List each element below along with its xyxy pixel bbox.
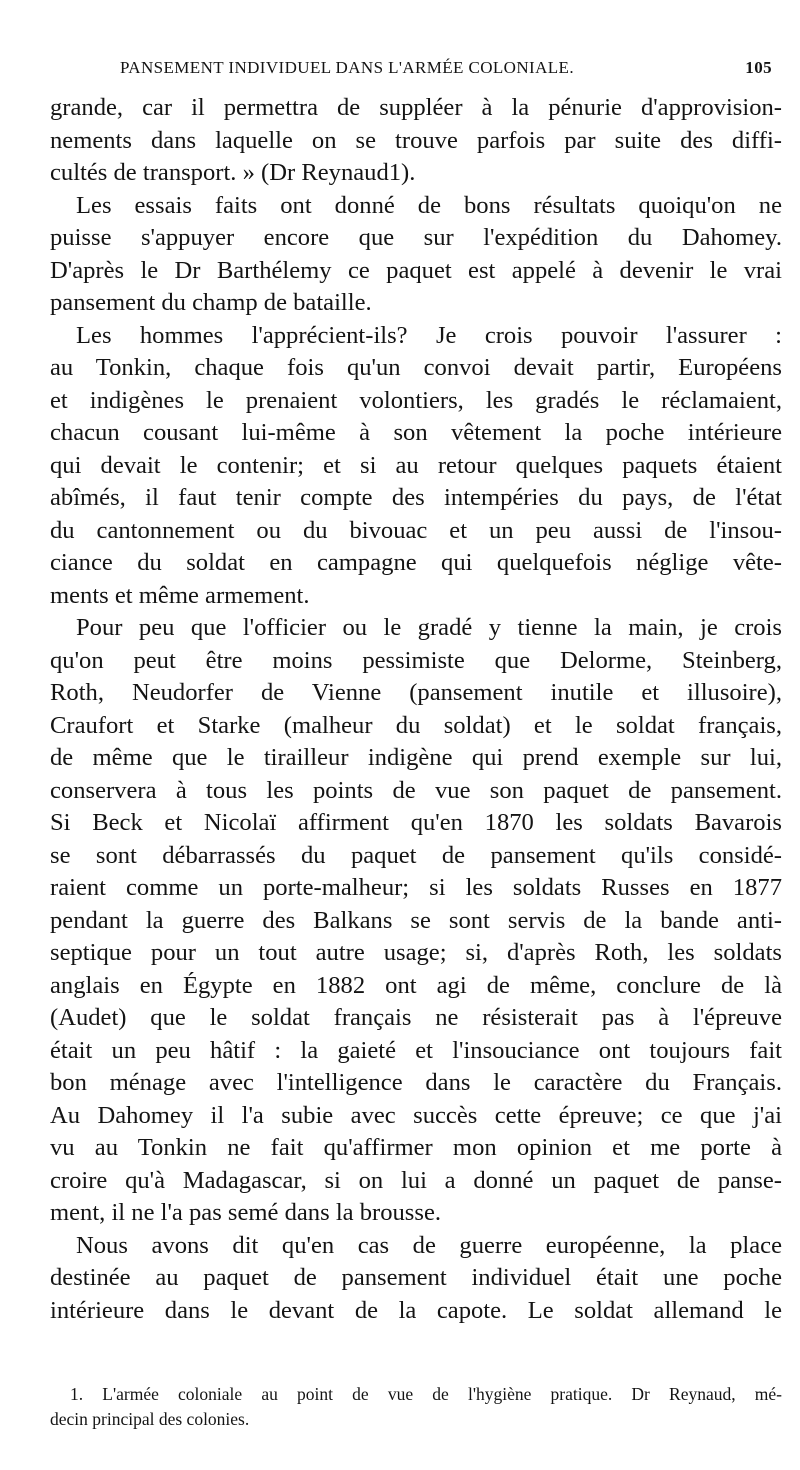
text-line: anglais en Égypte en 1882 ont agi de même, conclure de là: [50, 971, 782, 999]
text-line: Si Beck et Nicolaï affirment qu'en 1870 les soldats Bavarois: [50, 809, 782, 836]
text-line: grande, car il permettra de suppléer à la pénurie d'approvision-: [50, 94, 782, 121]
text-line: qu'on peut être moins pessimiste que Delorme, Steinberg,: [50, 646, 782, 674]
text-line: qui devait le contenir; et si au retour quelques paquets étaient: [50, 451, 782, 479]
text-line: croire qu'à Madagascar, si on lui a donné un paquet de panse-: [50, 1166, 782, 1194]
running-header: [120, 58, 772, 78]
text-line: (Audet) que le soldat français ne résisterait pas à l'épreuve: [50, 1004, 782, 1031]
body-text: [50, 92, 782, 1327]
text-line: septique pour un tout autre usage; si, d'après Roth, les soldats: [50, 939, 782, 966]
text-line: cultés de transport. » (Dr Reynaud1).: [50, 159, 416, 186]
footnote-line: 1. L'armée coloniale au point de vue de l'hygiène pratique. Dr Reynaud, mé-: [70, 1384, 782, 1404]
text-line: conservera à tous les points de vue son paquet de pansement.: [50, 776, 782, 804]
text-line: intérieure dans le devant de la capote. Le soldat allemand le: [50, 1296, 782, 1324]
text-line: D'après le Dr Barthélemy ce paquet est appelé à devenir le vrai: [50, 256, 782, 284]
text-line: Craufort et Starke (malheur du soldat) et le soldat français,: [50, 711, 782, 739]
text-line: nements dans laquelle on se trouve parfois par suite des diffi-: [50, 126, 782, 154]
text-line: Les hommes l'apprécient-ils? Je crois pouvoir l'assurer :: [76, 321, 782, 349]
text-line: ciance du soldat en campagne qui quelquefois néglige vête-: [50, 549, 782, 576]
footnote-line: decin principal des colonies.: [50, 1409, 250, 1429]
text-line: de même que le tirailleur indigène qui prend exemple sur lui,: [50, 744, 782, 771]
text-line: Nous avons dit qu'en cas de guerre européenne, la place: [76, 1231, 782, 1259]
text-line: était un peu hâtif : la gaieté et l'insouciance ont toujours fait: [50, 1036, 782, 1064]
running-title: PANSEMENT INDIVIDUEL DANS L'ARMÉE COLONIALE.: [120, 58, 574, 77]
text-line: et indigènes le prenaient volontiers, les gradés le réclamaient,: [50, 386, 782, 414]
text-line: destinée au paquet de pansement individuel était une poche: [50, 1264, 782, 1291]
text-line: pansement du champ de bataille.: [50, 289, 372, 316]
text-line: abîmés, il faut tenir compte des intempéries du pays, de l'état: [50, 484, 782, 511]
text-line: ments et même armement.: [50, 581, 310, 609]
footnote: [50, 1382, 782, 1432]
text-line: Roth, Neudorfer de Vienne (pansement inutile et illusoire),: [50, 679, 782, 706]
text-line: raient comme un porte-malheur; si les soldats Russes en 1877: [50, 874, 782, 901]
text-line: ment, il ne l'a pas semé dans la brousse.: [50, 1199, 442, 1226]
text-line: chacun cousant lui-même à son vêtement la poche intérieure: [50, 419, 782, 446]
text-line: Pour peu que l'officier ou le gradé y tienne la main, je crois: [76, 614, 782, 641]
text-line: bon ménage avec l'intelligence dans le caractère du Français.: [50, 1069, 782, 1096]
text-line: Les essais faits ont donné de bons résultats quoiqu'on ne: [76, 191, 782, 219]
text-line: pendant la guerre des Balkans se sont servis de la bande anti-: [50, 906, 782, 934]
text-line: vu au Tonkin ne fait qu'affirmer mon opinion et me porte à: [50, 1134, 782, 1161]
text-line: puisse s'appuyer encore que sur l'expédition du Dahomey.: [50, 224, 782, 251]
text-line: se sont débarrassés du paquet de pansement qu'ils considé-: [50, 841, 782, 869]
page-number: 105: [745, 58, 772, 77]
text-line: du cantonnement ou du bivouac et un peu aussi de l'insou-: [50, 516, 782, 544]
text-line: au Tonkin, chaque fois qu'un convoi devait partir, Européens: [50, 354, 782, 381]
text-line: Au Dahomey il l'a subie avec succès cette épreuve; ce que j'ai: [50, 1101, 782, 1129]
